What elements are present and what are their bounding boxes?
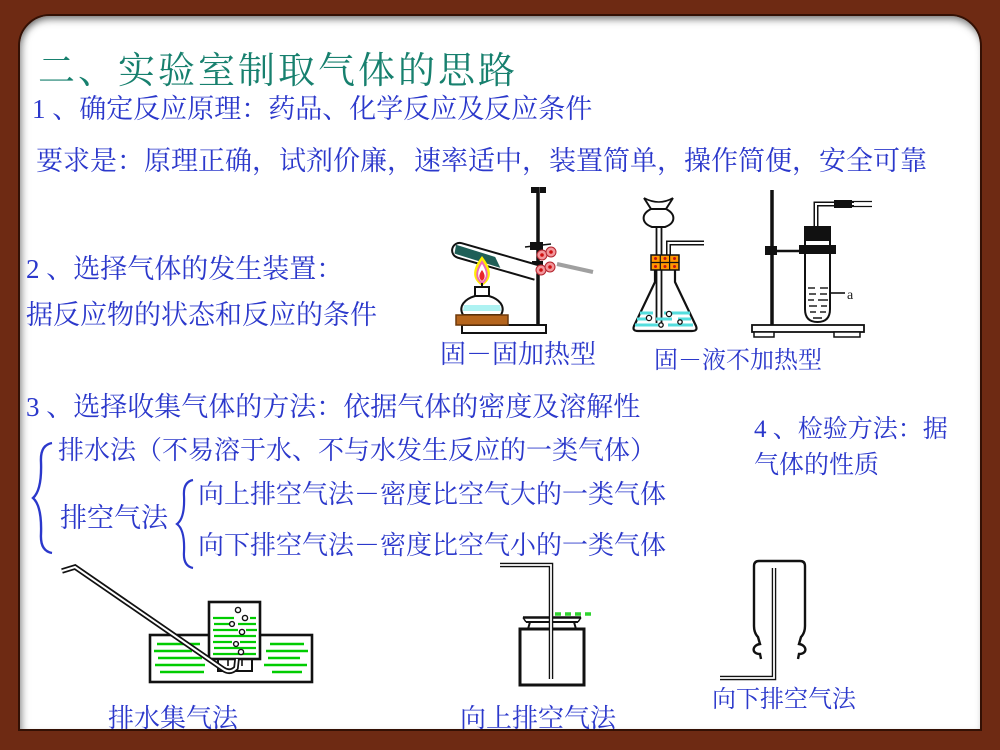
solid-solid-label: 固－固加热型 (440, 340, 597, 369)
clamp-jaw-icon (799, 245, 836, 254)
point2-line2: 据反应物的状态和反应的条件 (26, 300, 377, 330)
delivery-tube-icon (720, 568, 774, 678)
point3-text: 3 、选择收集气体的方法：依据气体的密度及溶解性 (26, 392, 641, 422)
delivery-line (557, 264, 593, 272)
delivery-tube-icon (669, 243, 705, 255)
water-collect-label: 排水集气法 (108, 704, 239, 733)
water-displacement-diagram (42, 562, 332, 704)
inner-brace-icon (174, 478, 198, 570)
inverted-bottle-icon (754, 561, 806, 659)
delivery-tube-icon (816, 200, 872, 228)
upward-air-label: 向上排空气法 (460, 704, 617, 733)
flask-liquid-icon (635, 313, 693, 325)
point4-line1: 4 、检验方法：据 (754, 416, 948, 443)
point2-line1: 2 、选择气体的发生装置： (26, 254, 344, 284)
downward-method-text: 向下排空气法－密度比空气小的一类气体 (198, 531, 667, 560)
rubber-stopper-icon (651, 255, 679, 270)
slide-canvas (18, 14, 982, 731)
erlenmeyer-flask-icon (634, 270, 697, 331)
alcohol-lamp-icon (461, 283, 502, 315)
solid-liquid-flask-diagram (620, 194, 755, 340)
gas-collection-stand-diagram (752, 190, 902, 340)
point4-line2: 气体的性质 (754, 452, 880, 479)
upward-displacement-diagram (470, 558, 630, 694)
outer-brace-icon (30, 440, 56, 556)
heat-pad-icon (456, 315, 508, 325)
rubber-tubing-icon (834, 200, 852, 208)
downward-displacement-diagram (702, 558, 847, 690)
black-stopper-icon (804, 226, 831, 242)
water-method-text: 排水法（不易溶于水、不与水发生反应的一类气体） (58, 436, 657, 465)
upward-method-text: 向上排空气法－密度比空气大的一类气体 (198, 480, 667, 509)
tube-marker-label: a (847, 288, 854, 303)
solid-liquid-label: 固－液不加热型 (654, 348, 822, 374)
downward-air-label: 向下排空气法 (712, 687, 856, 713)
slide-title: 二、实验室制取气体的思路 (38, 51, 518, 92)
point1-text: 1 、确定反应原理：药品、化学反应及反应条件 (32, 94, 593, 124)
solid-solid-heating-diagram (437, 185, 602, 337)
requirement-text: 要求是：原理正确，试剂价廉，速率适中，装置简单，操作简便，安全可靠 (36, 146, 927, 176)
air-method-text: 排空气法 (60, 503, 168, 533)
